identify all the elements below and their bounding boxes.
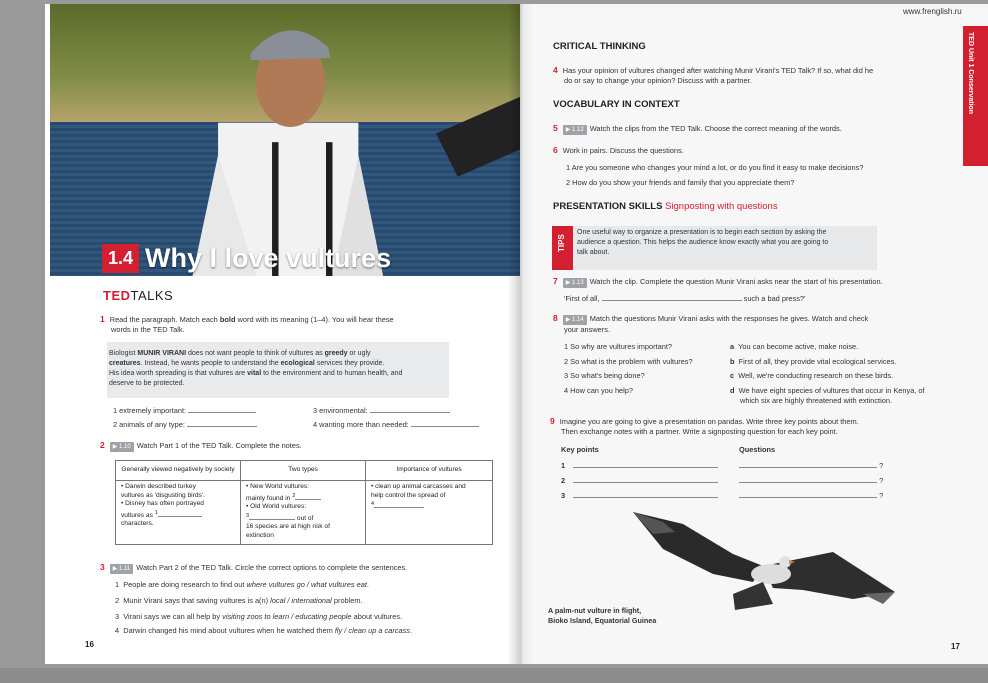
answer-letter: b [730, 356, 735, 366]
exercise-5 [553, 123, 842, 135]
sentence-number: 4 [115, 626, 120, 635]
exercise-number: 7 [553, 276, 558, 286]
cell-line: • clean up animal carcasses and [371, 483, 466, 490]
video-code: 1.11 [119, 566, 131, 572]
cell-line: help control the spread of [371, 491, 446, 499]
table-header: Two types [241, 461, 366, 481]
answer-text: First of all, they provide vital ecological services. [738, 356, 897, 366]
answer-blank[interactable] [370, 406, 450, 413]
match-answers [730, 340, 925, 406]
sentence-4 [115, 626, 412, 636]
key-point-row [561, 458, 718, 473]
match-question: 2 So what is the problem with vultures? [564, 356, 693, 366]
key-point-blank[interactable] [573, 461, 718, 468]
match-question: 3 So what's being done? [564, 371, 645, 380]
next-page-strip [0, 668, 988, 683]
table-header: Importance of vultures [366, 461, 493, 481]
instruction-text: Then exchange notes with a partner. Write a signposting question for each key point. [561, 427, 838, 436]
instruction-text: Watch Part 2 of the TED Talk. Circle the correct options to complete the sentences. [136, 563, 408, 572]
tips-label [552, 226, 573, 270]
caption-line: Bioko Island, Equatorial Guinea [548, 616, 657, 625]
photo-caption [548, 606, 656, 626]
page-number: 17 [951, 642, 960, 651]
option-choice[interactable]: where vultures go / what vultures eat [246, 580, 367, 589]
tip-line: talk about. [577, 249, 610, 256]
vocab-word: greedy [324, 350, 348, 357]
critical-thinking-heading: CRITICAL THINKING [553, 41, 646, 52]
instruction-text: your answers. [564, 325, 611, 334]
exercise-9 [550, 416, 859, 437]
exercise-number: 3 [100, 562, 105, 572]
question-row [739, 473, 883, 488]
match-answer [730, 355, 925, 370]
meaning-2 [113, 420, 257, 430]
answer-blank[interactable] [602, 294, 742, 301]
lesson-number: 1.4 [102, 244, 139, 273]
cell-line: • Old World vultures: [246, 503, 307, 511]
sentence-text: Munir Virani says that saving vultures is a(n) [123, 596, 269, 605]
sentence-text: . [366, 580, 369, 589]
option-choice[interactable]: fly / clean up a carcass [334, 626, 411, 635]
exercise-8 [553, 313, 868, 335]
ted-talks-heading [103, 288, 173, 303]
instruction-text: Match the questions Munir Virani asks with the responses he gives. Watch and check [589, 314, 869, 323]
vocab-word: creatures [109, 360, 141, 367]
answer-blank[interactable] [188, 406, 256, 413]
video-icon[interactable]: ▶ 1.10 [110, 442, 134, 452]
para-text: . Instead, he wants people to understand the [140, 360, 279, 367]
meaning-1 [113, 406, 256, 416]
sentence-text: problem. [333, 596, 363, 605]
table-cell [116, 481, 241, 545]
para-text: or ugly [349, 350, 371, 357]
meaning-label: 1 extremely important: [113, 406, 187, 415]
answer-letter: c [730, 371, 735, 380]
cell-line [121, 509, 235, 521]
meaning-label: 4 wanting more than needed: [313, 420, 409, 429]
tips-content [577, 228, 877, 258]
meaning-4 [313, 420, 479, 430]
exercise-2 [100, 440, 302, 452]
vulture-image [623, 504, 903, 624]
match-questions [564, 340, 693, 398]
cell-line: • Disney has often portrayed [121, 500, 204, 507]
question-text: 'First of all, [564, 294, 600, 303]
option-choice[interactable]: visiting zoos to learn / educating people [222, 612, 352, 621]
side-tab-label: TED Unit 1 Conservation [967, 32, 974, 115]
exercise-1 [100, 314, 480, 335]
answer-text: You can become active, make noise. [738, 342, 859, 351]
option-choice[interactable]: local / international [270, 596, 332, 605]
para-text: deserve to be protected. [109, 380, 185, 387]
row-number: 1 [561, 461, 566, 470]
cell-line [246, 512, 360, 524]
sentence-text: Darwin changed his mind about vultures when he watched them [123, 626, 333, 635]
blank-number: 3 [246, 512, 250, 519]
tip-line: One useful way to organize a presentation is to begin each section by asking the [577, 229, 827, 236]
cell-line: • Darwin described turkey [121, 483, 196, 490]
cell-line: characters. [121, 520, 154, 528]
instruction-text: Imagine you are going to give a presentation on pandas. Write three key points about them. [559, 417, 859, 426]
sentence-2 [115, 596, 363, 606]
exercise-number: 4 [553, 65, 558, 75]
video-code: 1.10 [119, 444, 131, 450]
key-point-row [561, 473, 718, 488]
key-point-blank[interactable] [573, 476, 718, 483]
instruction-bold: bold [219, 315, 236, 324]
vocab-word: ecological [280, 360, 315, 367]
question-row [739, 488, 883, 503]
instruction-text: do or say to change your opinion? Discuss with a partner. [564, 76, 752, 85]
answer-blank[interactable] [158, 510, 202, 517]
exercise-number: 9 [550, 416, 555, 426]
watermark: www.frenglish.ru [903, 7, 962, 16]
para-text: to the environment and to human health, and [263, 370, 403, 377]
video-icon[interactable]: ▶ 1.14 [563, 315, 587, 325]
tips-text: TIPS [557, 234, 566, 252]
match-question: 4 How can you help? [564, 385, 634, 395]
sentence-text: about vultures. [353, 612, 403, 621]
cell-line [371, 500, 487, 512]
video-icon[interactable]: ▶ 1.12 [563, 125, 587, 135]
exercise-3 [100, 562, 407, 574]
question-rows [739, 458, 883, 503]
blank-number: 2 [292, 492, 296, 499]
answer-blank[interactable] [295, 493, 321, 500]
exercise-number: 5 [553, 123, 558, 133]
instruction-text: Has your opinion of vultures changed after watching Munir Virani's TED Talk? If so, what did he [562, 66, 874, 75]
table-cell [241, 481, 366, 545]
instruction-text: Watch Part 1 of the TED Talk. Complete the notes. [136, 441, 302, 450]
answer-letter: a [730, 342, 735, 351]
answer-letter: d [730, 385, 735, 395]
talks-label: TALKS [130, 288, 174, 303]
exercise-number: 6 [553, 145, 558, 155]
sentence-3 [115, 612, 402, 622]
cell-text: out of [296, 514, 314, 522]
answer-blank[interactable] [187, 420, 257, 427]
exercise-7 [553, 276, 883, 288]
tip-line: audience a question. This helps the audience know exactly what you are going to [577, 239, 829, 246]
question-row [739, 458, 883, 473]
para-text: Biologist [109, 350, 136, 357]
question-blank[interactable] [739, 476, 877, 483]
instruction-text: Work in pairs. Discuss the questions. [562, 146, 684, 155]
vocab-word: vital [247, 370, 262, 377]
video-code: 1.14 [572, 317, 584, 323]
sentence-text: People are doing research to find out [123, 580, 245, 589]
sentence-number: 1 [115, 580, 120, 589]
lesson-heading: Why I love vultures [145, 243, 392, 273]
match-answer [730, 386, 925, 406]
exercise-7-question [564, 294, 805, 304]
lesson-title [102, 243, 391, 274]
speaker-name: MUNIR VIRANI [137, 350, 187, 357]
row-number: 3 [561, 491, 566, 500]
key-points-heading: Key points [561, 445, 599, 454]
exercise-number: 8 [553, 313, 558, 323]
book-spread [45, 4, 988, 664]
table-cell [366, 481, 493, 545]
questions-heading: Questions [739, 445, 776, 454]
vocabulary-heading: VOCABULARY IN CONTEXT [553, 99, 680, 110]
key-point-rows [561, 458, 718, 503]
cell-line: • New World vultures: [246, 483, 310, 490]
question-mark: ? [879, 476, 884, 485]
cell-line: extinction [246, 531, 274, 539]
blank-number: 1 [154, 509, 158, 516]
video-icon[interactable]: ▶ 1.13 [563, 278, 587, 288]
match-answer [730, 369, 925, 384]
answer-blank[interactable] [411, 420, 479, 427]
match-answer [730, 340, 925, 355]
sentence-number: 3 [115, 612, 120, 621]
question-blank[interactable] [739, 461, 877, 468]
unit-side-tab [963, 26, 988, 166]
section-subtitle: Signposting with questions [665, 201, 778, 212]
key-point-row [561, 488, 718, 503]
meaning-label: 3 environmental: [313, 406, 368, 415]
man-with-telescope-image [50, 4, 520, 276]
cell-text: vultures as [121, 511, 153, 519]
instruction-text: Watch the clip. Complete the question Munir Virani asks near the start of his presentation. [589, 277, 883, 286]
exercise-6 [553, 145, 684, 156]
answer-blank[interactable] [249, 513, 295, 520]
video-code: 1.13 [572, 280, 584, 286]
sentence-text: . [410, 626, 413, 635]
answer-text: which six are highly threatened with extinction. [740, 395, 892, 405]
presentation-skills-heading [553, 201, 778, 212]
cell-line [246, 492, 360, 504]
question-6-1: 1 Are you someone who changes your mind a lot, or do you find it easy to make decisions? [566, 163, 864, 172]
instruction-text: Watch the clips from the TED Talk. Choose the correct meaning of the words. [589, 124, 842, 133]
sentence-text: Virani says we can all help by [123, 612, 221, 621]
video-icon[interactable]: ▶ 1.11 [110, 564, 134, 574]
instruction-text: word with its meaning (1–4). You will hear these [237, 315, 394, 324]
exercise-number: 1 [100, 314, 105, 324]
answer-text: We have eight species of vultures that occur in Kenya, of [738, 385, 925, 395]
lesson-photo [50, 4, 520, 276]
paragraph-text [109, 349, 449, 389]
sentence-number: 2 [115, 596, 120, 605]
para-text: services they provide. [316, 360, 385, 367]
instruction-text: words in the TED Talk. [111, 325, 185, 334]
para-text: does not want people to think of vultures as [188, 350, 323, 357]
sentence-1 [115, 580, 369, 590]
left-page [45, 4, 520, 664]
answer-text: Well, we're conducting research on these birds. [738, 371, 894, 380]
instruction-text: Read the paragraph. Match each [109, 315, 218, 324]
exercise-number: 2 [100, 440, 105, 450]
page-number: 16 [85, 640, 94, 649]
cell-line: vultures as 'disgusting birds'. [121, 491, 205, 499]
match-question: 1 So why are vultures important? [564, 342, 673, 351]
answer-blank[interactable] [374, 501, 424, 508]
question-mark: ? [879, 491, 884, 500]
exercise-4 [553, 65, 873, 86]
table-header: Generally viewed negatively by society [116, 461, 241, 481]
ted-logo: TED [103, 288, 131, 303]
row-number: 2 [561, 476, 566, 485]
meaning-label: 2 animals of any type: [113, 420, 185, 429]
cell-text: mainly found in [246, 494, 291, 502]
section-title: PRESENTATION SKILLS [553, 201, 663, 212]
video-code: 1.12 [572, 127, 584, 133]
caption-line: A palm-nut vulture in flight, [548, 606, 642, 615]
key-point-blank[interactable] [573, 491, 718, 498]
question-text: such a bad press?' [743, 294, 806, 303]
question-6-2: 2 How do you show your friends and family that you appreciate them? [566, 178, 795, 187]
meaning-3 [313, 406, 450, 416]
blank-number: 4 [371, 501, 375, 507]
para-text: His idea worth spreading is that vultures are [109, 370, 246, 377]
question-mark: ? [879, 461, 884, 470]
question-blank[interactable] [739, 491, 877, 498]
cell-line: 16 species are at high risk of [246, 523, 330, 531]
notes-table [115, 460, 493, 545]
book-gutter [508, 4, 534, 664]
